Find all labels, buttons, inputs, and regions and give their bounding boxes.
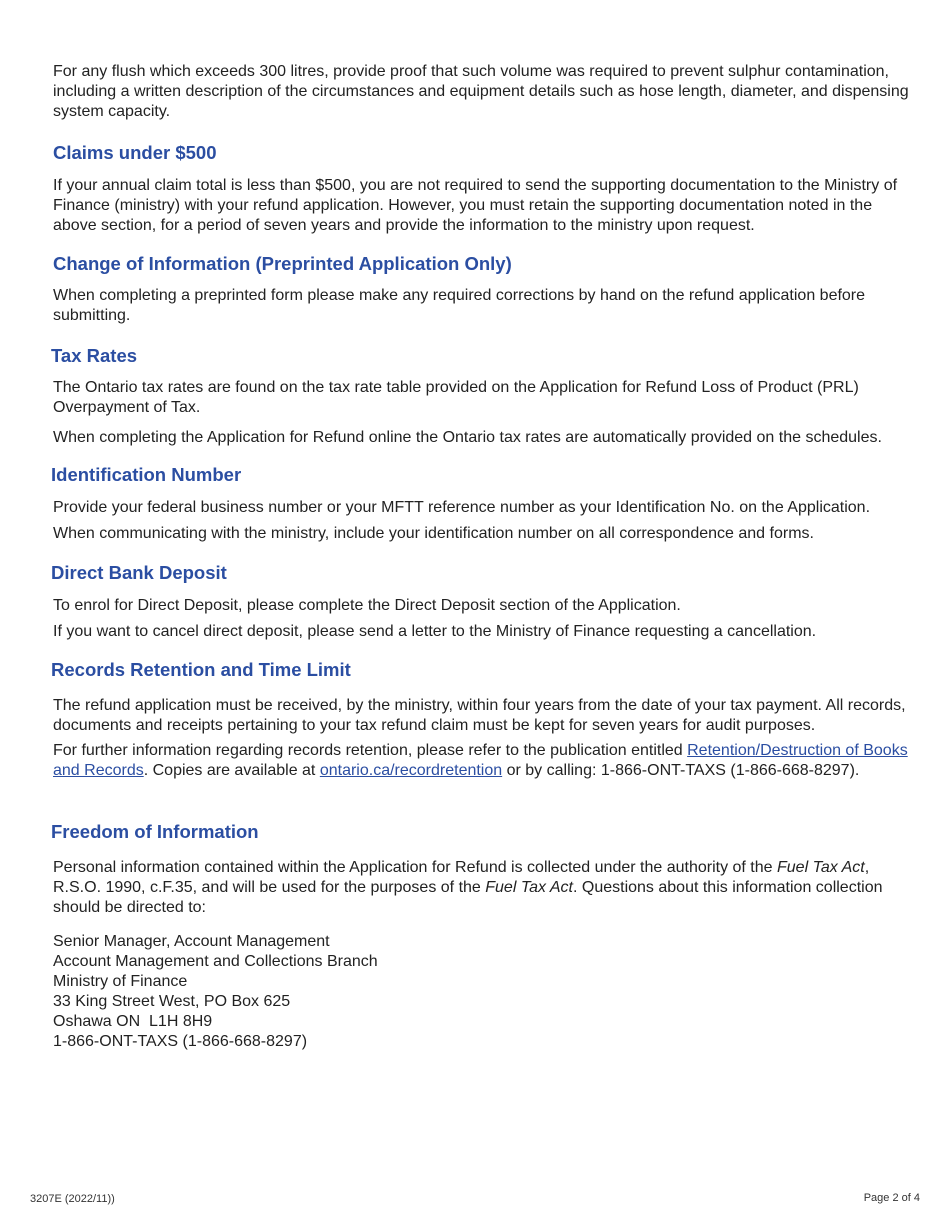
records-text-after: or by calling: 1-866-ONT-TAXS (1-866-668-8297). [502,762,860,779]
identification-paragraph-2: When communicating with the ministry, include your identification number on all correspondence and forms. [53,525,814,542]
direct-deposit-paragraph-1: To enrol for Direct Deposit, please complete the Direct Deposit section of the Application. [53,597,681,614]
direct-deposit-paragraph-2: If you want to cancel direct deposit, please send a letter to the Ministry of Finance requesting a cancellation. [53,623,817,640]
address-line-5: Oshawa ON L1H 8H9 [53,1013,213,1030]
address-line-1: Senior Manager, Account Management [53,933,330,950]
address-line-4: 33 King Street West, PO Box 625 [53,993,291,1010]
address-line-6: 1-866-ONT-TAXS (1-866-668-8297) [53,1033,308,1050]
claims-paragraph: If your annual claim total is less than $500, you are not required to send the supporting documentation to the Ministry of Finance (ministry) with your refund application. However, you must retain the supporting documentation noted in the above section, for a period of seven years and provide the information to the ministry upon request. [53,177,898,234]
heading-identification-number: Identification Number [51,464,242,485]
mailing-address [53,932,913,1052]
heading-records-retention: Records Retention and Time Limit [51,659,351,680]
heading-freedom-of-information: Freedom of Information [51,821,259,842]
foi-text-a: Personal information contained within the Application for Refund is collected under the authority of the [53,859,777,876]
records-paragraph-1: The refund application must be received, by the ministry, within four years from the date of your tax payment. All records, documents and receipts pertaining to your tax refund claim must be kept for seven years for audit purposes. [53,697,906,734]
tax-rates-paragraph-1: The Ontario tax rates are found on the tax rate table provided on the Application for Refund Loss of Product (PRL) Overpayment of Tax. [53,379,859,416]
heading-tax-rates: Tax Rates [51,345,138,366]
foi-act-name-2: Fuel Tax Act [485,879,573,896]
page-number: Page 2 of 4 [863,1192,920,1204]
intro-paragraph: For any flush which exceeds 300 litres, provide proof that such volume was required to prevent sulphur contamination, including a written description of the circumstances and equipment details such as hose length, diameter, and dispensing system capacity. [53,63,909,120]
records-paragraph-2 [53,741,913,781]
foi-text-c: . Questions about this information collection should be directed to: [53,879,883,916]
address-line-2: Account Management and Collections Branch [53,953,378,970]
foi-paragraph [53,858,913,918]
records-text-mid: . Copies are available at [143,762,320,779]
heading-change-of-information: Change of Information (Preprinted Application Only) [53,253,512,274]
form-code: 3207E (2022/11)) [30,1193,115,1205]
link-ontario-recordretention[interactable]: ontario.ca/recordretention [319,762,503,779]
heading-claims: Claims under $500 [53,142,217,163]
link-retention-destruction-publication[interactable]: Retention/Destruction of Books and Records [53,742,908,779]
change-info-paragraph: When completing a preprinted form please make any required corrections by hand on the refund application before submitting. [53,287,866,324]
tax-rates-paragraph-2: When completing the Application for Refund online the Ontario tax rates are automatically provided on the schedules. [53,429,882,446]
address-line-3: Ministry of Finance [53,973,188,990]
heading-direct-bank-deposit: Direct Bank Deposit [51,562,227,583]
foi-text-b: , R.S.O. 1990, c.F.35, and will be used for the purposes of the [53,859,870,896]
foi-act-name-1: Fuel Tax Act [777,859,865,876]
identification-paragraph-1: Provide your federal business number or your MFTT reference number as your Identification No. on the Application. [53,499,871,516]
records-text-before: For further information regarding records retention, please refer to the publication entitled [53,742,688,759]
